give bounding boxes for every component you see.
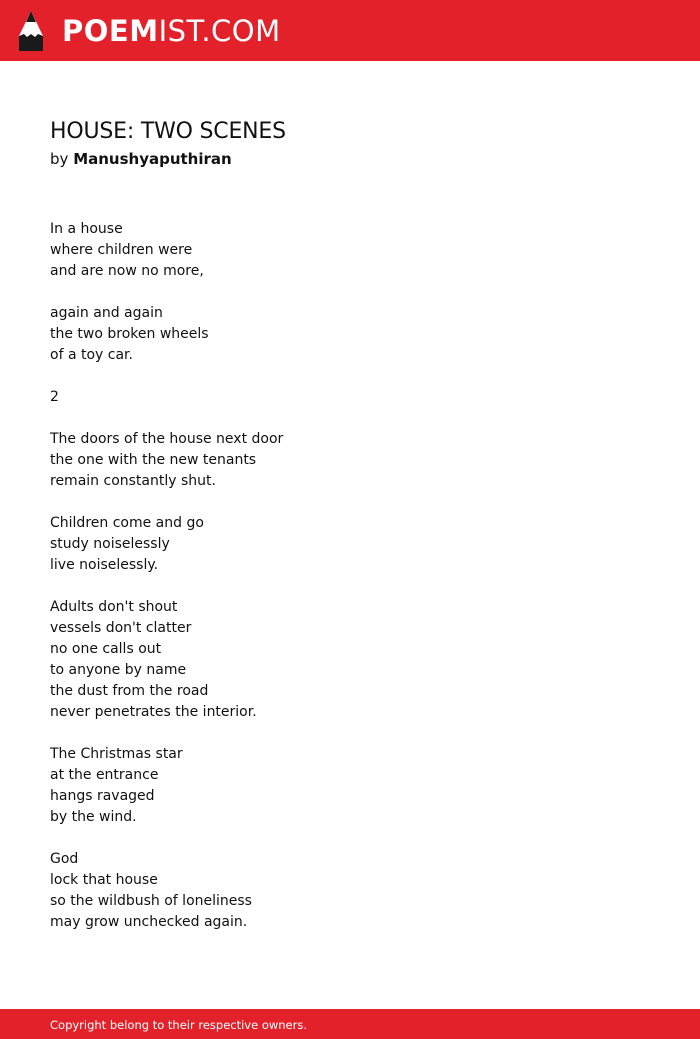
poem-line: live noiselessly. (50, 557, 159, 573)
stanza-break (50, 723, 670, 744)
stanza-break (50, 492, 670, 513)
brand-bold: POEM (62, 14, 159, 48)
stanza-break (50, 408, 670, 429)
poem-line: by the wind. (50, 809, 137, 825)
poem-line: The Christmas star (50, 746, 183, 762)
poem-line: lock that house (50, 872, 158, 888)
brand-light: IST.COM (158, 14, 281, 48)
poem-line: study noiselessly (50, 536, 170, 552)
stanza-break (50, 828, 670, 849)
poem-line: never penetrates the interior. (50, 704, 257, 720)
poem-line: at the entrance (50, 767, 159, 783)
site-footer (0, 1009, 700, 1039)
stanza-break (50, 576, 670, 597)
site-header (0, 0, 700, 61)
stanza-break (50, 366, 670, 387)
poem-line: The doors of the house next door (50, 431, 284, 447)
poem-line: the dust from the road (50, 683, 209, 699)
poem-line: God (50, 851, 79, 867)
poem-title: HOUSE: TWO SCENES (50, 119, 286, 144)
poem-line: Children come and go (50, 515, 204, 531)
poem-line: In a house (50, 221, 123, 237)
poem-line: of a toy car. (50, 347, 133, 363)
poem-byline (50, 149, 232, 169)
copyright-text: Copyright belong to their respective owners. (50, 1018, 308, 1032)
author-name: Manushyaputhiran (73, 150, 232, 168)
poem-line: Adults don't shout (50, 599, 178, 615)
poem-line: vessels don't clatter (50, 620, 192, 636)
poem-line: the one with the new tenants (50, 452, 257, 468)
poem-line: no one calls out (50, 641, 162, 657)
by-label: by (50, 150, 69, 168)
poem-line: remain constantly shut. (50, 473, 216, 489)
poem-line: the two broken wheels (50, 326, 209, 342)
poem-line: may grow unchecked again. (50, 914, 248, 930)
pencil-tip-icon[interactable] (17, 10, 45, 52)
poem-line: hangs ravaged (50, 788, 155, 804)
poem-line: where children were (50, 242, 193, 258)
poem-line: 2 (50, 389, 59, 405)
poem-line: again and again (50, 305, 163, 321)
poem-line: and are now no more, (50, 263, 204, 279)
poem-body (50, 219, 670, 933)
site-logo-text[interactable] (62, 13, 281, 49)
poem-line: so the wildbush of loneliness (50, 893, 252, 909)
stanza-break (50, 282, 670, 303)
poem-line: to anyone by name (50, 662, 187, 678)
